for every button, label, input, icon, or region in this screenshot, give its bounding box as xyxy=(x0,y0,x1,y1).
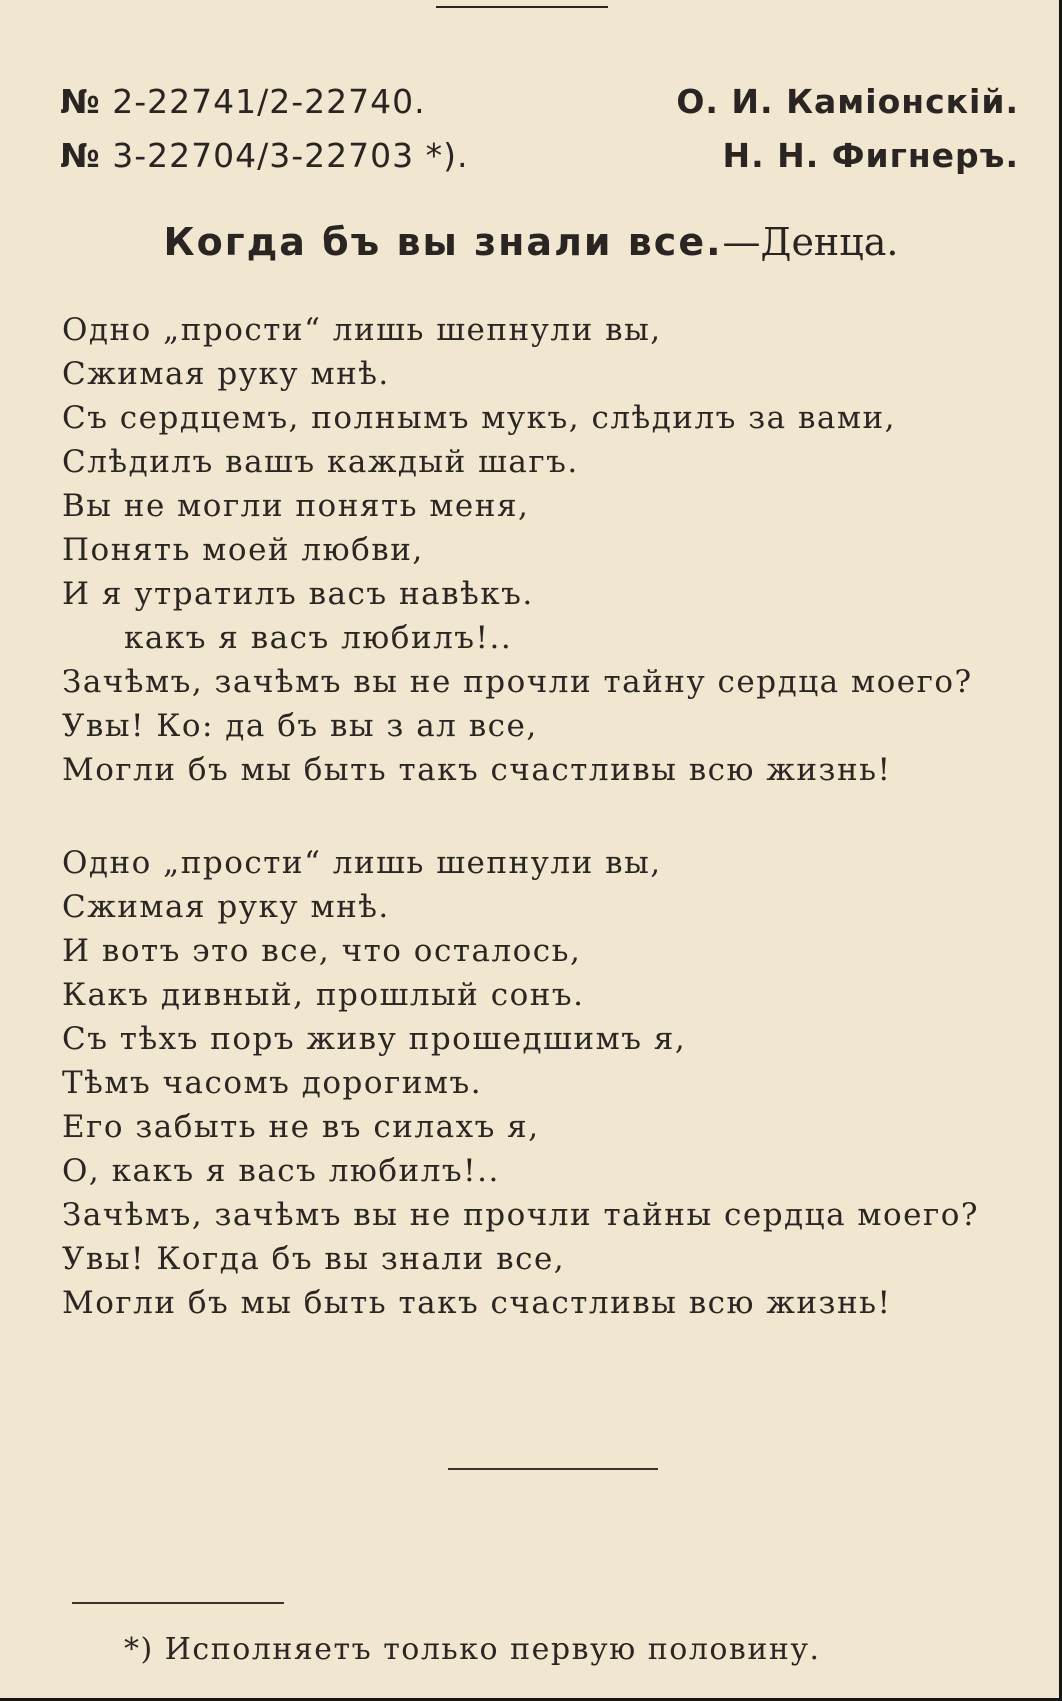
header-row-1 xyxy=(60,82,1019,121)
top-rule xyxy=(436,6,608,8)
performer-2: Н. Н. Фигнеръ. xyxy=(722,136,1019,175)
verse-line: Увы! Когда бъ вы знали все, xyxy=(62,1241,566,1277)
verse-line: Могли бъ мы быть такъ счастливы всю жизнь! xyxy=(62,752,892,788)
verse-line: О, какъ я васъ любилъ!.. xyxy=(62,1153,500,1189)
verse-line: Сжимая руку мнѣ. xyxy=(62,889,390,925)
footnote-rule xyxy=(72,1602,284,1604)
verse-1 xyxy=(62,308,973,792)
verse-line: Увы! Ко: да бъ вы з ал все, xyxy=(62,708,538,744)
verse-line: Одно „прости“ лишь шепнули вы, xyxy=(62,312,662,348)
verse-line: Вы не могли понять меня, xyxy=(62,488,530,524)
composer-name: —Денца. xyxy=(722,220,899,264)
verse-line: Зачѣмъ, зачѣмъ вы не прочли тайну сердца моего? xyxy=(62,664,973,700)
footnote: *) Исполняетъ только первую половину. xyxy=(124,1632,821,1667)
record-number-1: № 2-22741/2-22740. xyxy=(60,82,426,121)
verse-line: Понять моей любви, xyxy=(62,532,424,568)
verse-line: Съ тѣхъ поръ живу прошедшимъ я, xyxy=(62,1021,687,1057)
verse-line: Тѣмъ часомъ дорогимъ. xyxy=(62,1065,483,1101)
verse-line: И я утратилъ васъ навѣкъ. xyxy=(62,576,534,612)
verse-line: Сжимая руку мнѣ. xyxy=(62,356,390,392)
verse-line: Какъ дивный, прошлый сонъ. xyxy=(62,977,585,1013)
verse-line: Могли бъ мы быть такъ счастливы всю жизнь! xyxy=(62,1285,892,1321)
song-title xyxy=(0,220,1062,264)
verse-line: Слѣдилъ вашъ каждый шагъ. xyxy=(62,444,579,480)
verse-line: Одно „прости“ лишь шепнули вы, xyxy=(62,845,662,881)
song-name: Когда бъ вы знали все. xyxy=(163,220,723,264)
verse-line: И вотъ это все, что осталось, xyxy=(62,933,582,969)
verse-line: Его забыть не въ силахъ я, xyxy=(62,1109,540,1145)
performer-1: О. И. Каміонскій. xyxy=(676,82,1019,121)
record-number-2: № 3-22704/3-22703 *). xyxy=(60,136,469,175)
verse-line: какъ я васъ любилъ!.. xyxy=(124,620,513,656)
verse-2 xyxy=(62,841,979,1325)
header-row-2 xyxy=(60,136,1019,175)
section-rule xyxy=(448,1468,658,1470)
verse-line: Зачѣмъ, зачѣмъ вы не прочли тайны сердца моего? xyxy=(62,1197,980,1233)
verse-line: Съ сердцемъ, полнымъ мукъ, слѣдилъ за вами, xyxy=(62,400,897,436)
